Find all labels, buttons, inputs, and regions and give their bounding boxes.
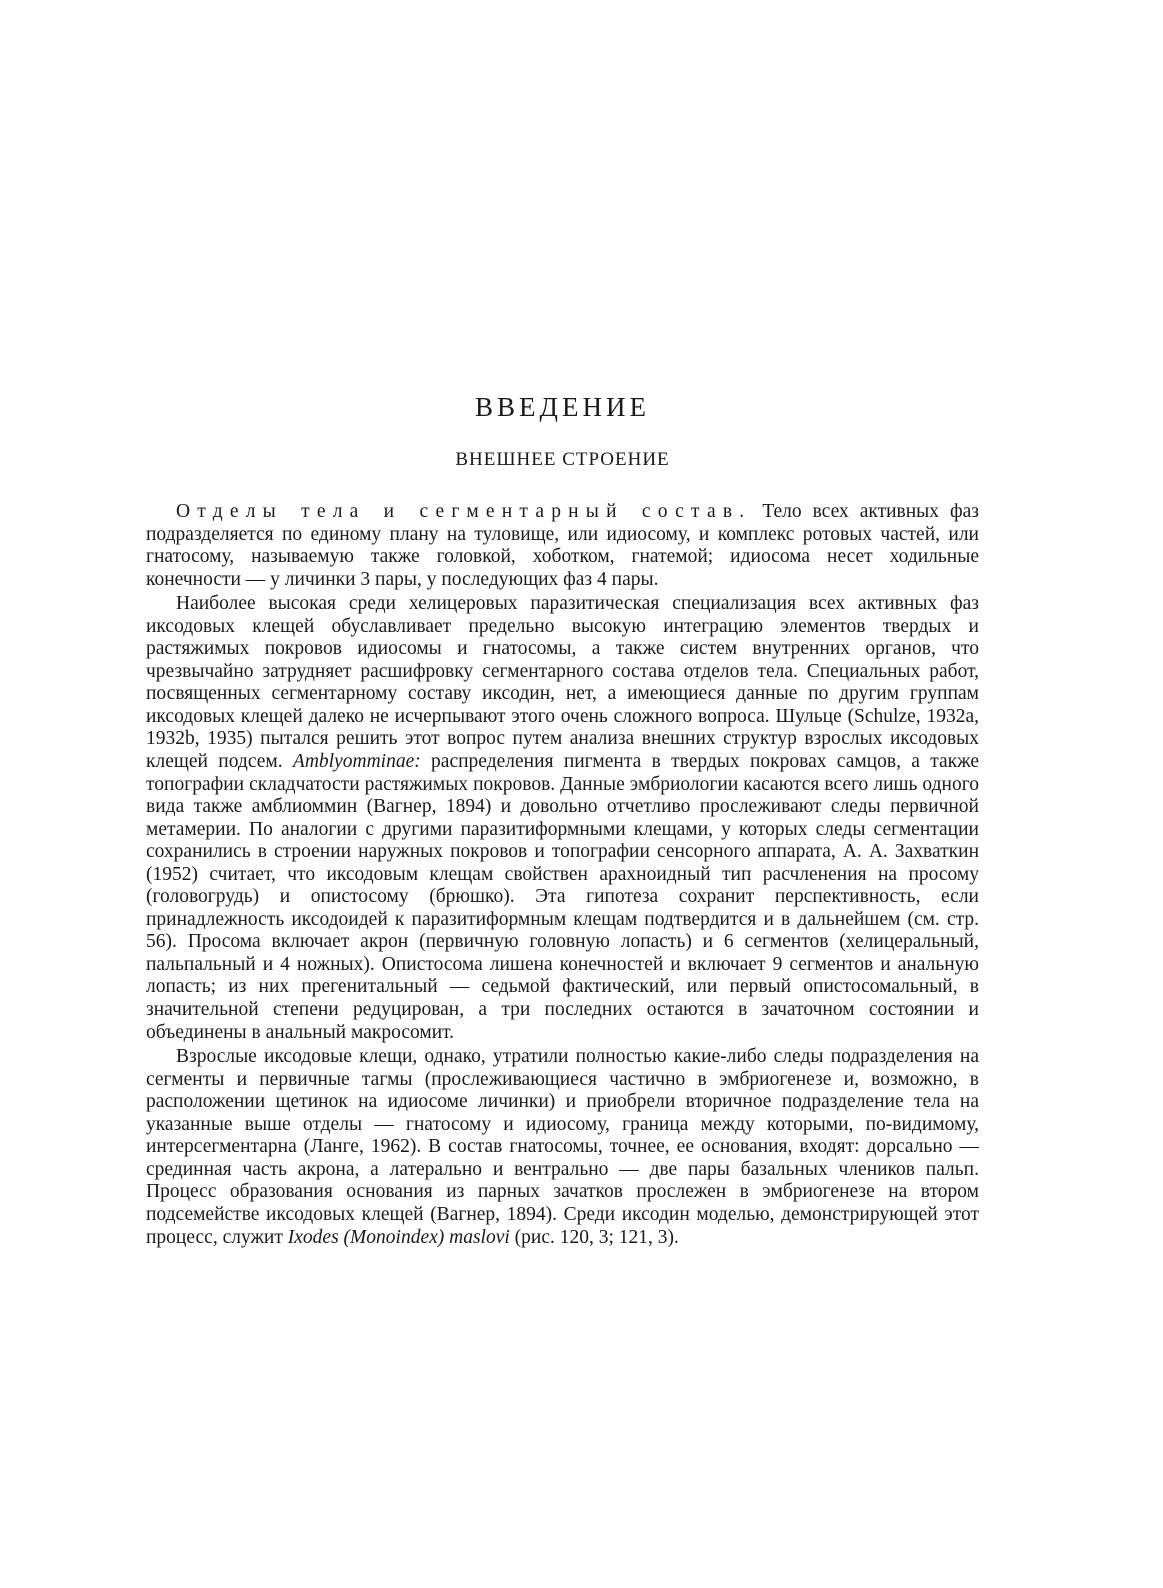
paragraph-3: [146, 1046, 979, 1249]
paragraph-1-lead: Отделы тела и сегментарный состав.: [176, 501, 752, 522]
chapter-title: ВВЕДЕНИЕ: [475, 392, 650, 422]
paragraph-2-text-a: Наиболее высокая среди хелицеровых паразитическая специализация всех активных фаз иксодовых клещей обуславливает предельно высокую интеграцию элементов твердых и растяжимых покровов идиосомы и гнатосомы, а также систем внутренних органов, что чрезвычайно затрудняет расшифровку сегментарного состава отделов тела. Специальных работ, посвященных сегментарному составу иксодин, нет, а имеющиеся данные по другим группам иксодовых клещей далеко не исчерпывают этого очень сложного вопроса. Шульце (Schulze, 1932a, 1932b, 1935) пытался решить этот вопрос путем анализа внешних структур взрослых иксодовых клещей подсем.: [146, 593, 979, 773]
paragraph-1-text: Тело всех активных фаз подразделяется по единому плану на туловище, или идиосому, и комплекс ротовых частей, или гнатосому, называемую также головкой, хоботком, гнатемой; идиосома несет ходильные конечности — у личинки 3 пары, у последующих фаз 4 пары.: [146, 501, 979, 590]
paragraph-3-text-b: (рис. 120, 3; 121, 3).: [509, 1226, 679, 1248]
section-title: ВНЕШНЕЕ СТРОЕНИЕ: [455, 449, 670, 470]
paragraph-2-text-b: распределения пигмента в твердых покровах самцов, а также топографии складчатости растяжимых покровов. Данные эмбриологии касаются всего лишь одного вида также амблиоммин (Вагнер, 1894) и довольно отчетливо прослеживают следы первичной метамерии. По аналогии с другими паразитиформными клещами, у которых следы сегментации сохранились в строении наружных покровов и топографии сенсорного аппарата, А. А. Захваткин (1952) считает, что иксодовым клещам свойствен арахноидный тип расчленения на просому (головогрудь) и опистосому (брюшко). Эта гипотеза сохранит перспективность, если принадлежность иксодоидей к паразитиформным клещам подтвердится и в дальнейшем (см. стр. 56). Просома включает акрон (первичную головную лопасть) и 6 сегментов (хелицеральный, пальпальный и 4 ножных). Опистосома лишена конечностей и включает 9 сегментов и анальную лопасть; из них прегенитальный — седьмой фактический, или первый опистосомальный, в значительной степени редуцирован, а три последних остаются в зачаточном состоянии и объединены в анальный макросомит.: [146, 751, 980, 1043]
paragraph-3-text-a: Взрослые иксодовые клещи, однако, утратили полностью какие-либо следы подразделения на сегменты и первичные тагмы (прослеживающиеся частично в эмбриогенезе и, возможно, в расположении щетинок на идиосоме личинки) и приобрели вторичное подразделение тела на указанные выше отделы — гнатосому и идиосому, граница между которыми, по-видимому, интерсегментарна (Ланге, 1962). В состав гнатосомы, точнее, ее основания, входят: дорсально — срединная часть акрона, а латерально и вентрально — две пары базальных члеников пальп. Процесс образования основания из парных зачатков прослежен в эмбриогенезе на втором подсемействе иксодовых клещей (Вагнер, 1894). Среди иксодин моделью, демонстрирующей этот процесс, служит: [146, 1046, 979, 1248]
paragraph-2: [146, 593, 979, 1044]
paragraph-3-taxon: Ixodes (Monoindex) maslovi: [287, 1226, 510, 1248]
paragraph-2-taxon: Amblyomminae:: [292, 751, 421, 773]
document-page: [146, 392, 979, 1251]
paragraph-1: [146, 501, 979, 591]
